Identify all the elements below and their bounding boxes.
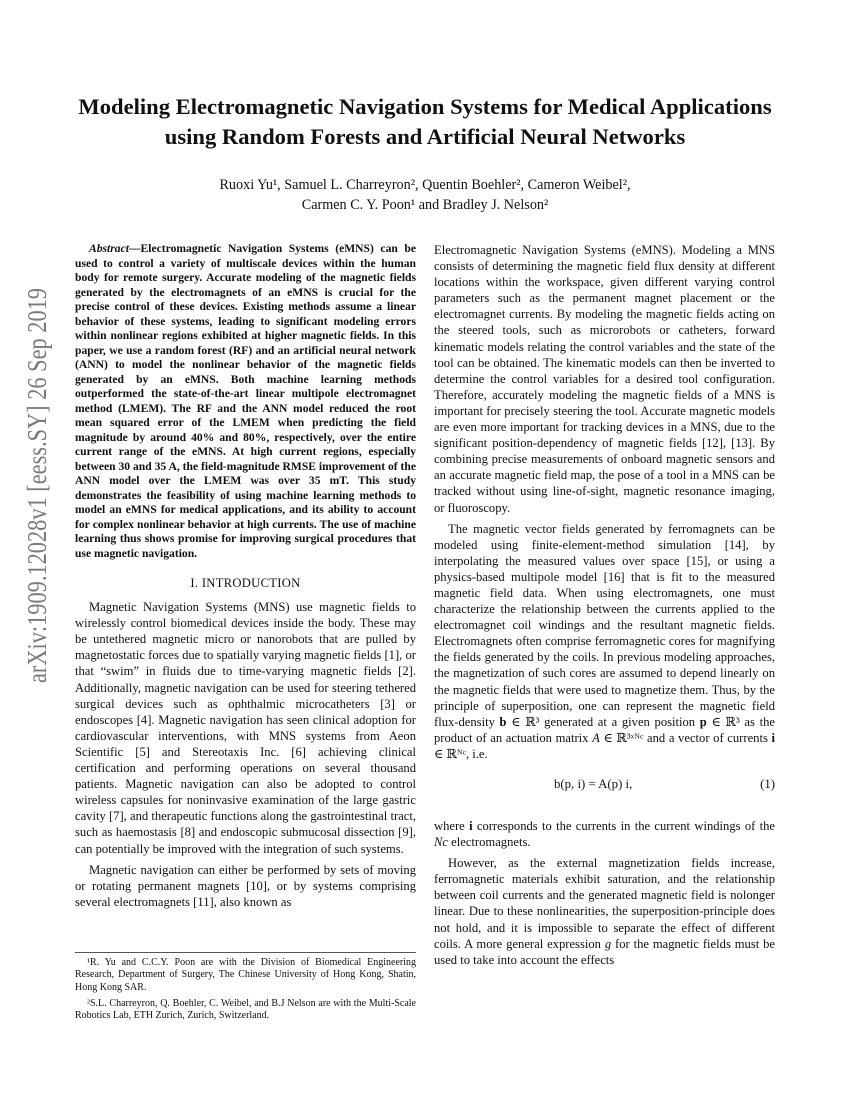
paragraph-text: ∈ ℝᴺᶜ, i.e. [434, 746, 488, 761]
paragraph-text: ∈ ℝ³ as the product of an actuation matrix [434, 714, 775, 745]
author-line-2: Carmen C. Y. Poon¹ and Bradley J. Nelson² [301, 197, 549, 213]
right-column [434, 242, 775, 973]
paragraph-text: where [434, 819, 470, 833]
symbol-A: A [592, 730, 600, 745]
arxiv-identifier: arXiv:1909.12028v1 [eess.SY] 26 Sep 2019 [22, 285, 52, 683]
abstract [75, 242, 416, 561]
paper-title: Modeling Electromagnetic Navigation Systems for Medical Applications using Random Forests and Artificial Neural Networks [78, 94, 772, 149]
paragraph-text: corresponds to the currents in the current windings of the [472, 819, 775, 833]
left-column [75, 242, 416, 915]
paragraph-text: for the magnetic fields must be used to take into account the effects [434, 936, 775, 967]
equation-body: b(p, i) = A(p) i, [554, 777, 633, 791]
footnotes [75, 952, 416, 1022]
paragraph-text: ∈ ℝ³ˣᴺᶜ and a vector of currents [599, 730, 772, 745]
abstract-text: —Electromagnetic Navigation Systems (eMNS) can be used to control a variety of multiscale devices within the human body for remote surgery. Accurate modeling of the magnetic fields generated by the electromagnets of an eMNS is crucial for the precise control of these devices. Existing methods assume a linear behavior of these systems, leading to significant modeling errors within nonlinear regions exhibited at higher magnetic fields. In this paper, we use a random forest (RF) and an artificial neural network (ANN) to model the nonlinear behavior of the magnetic fields generated by an eMNS. Both machine learning methods outperformed the state-of-the-art linear multipole electromagnet method (LMEM). The RF and the ANN model reduced the root mean squared error of the LMEM when predicting the field magnitude by around 40% and 80%, respectively, over the entire current range of the eMNS. At high current regions, especially between 30 and 35 A, the field-magnitude RMSE improvement of the ANN model over the LMEM was over 35 mT. This study demonstrates the feasibility of using machine learning methods to model an eMNS for medical applications, and its ability to account for complex nonlinear behavior at high currents. The use of machine learning thus shows promise for improving surgical procedures that use magnetic navigation. [75, 242, 416, 560]
arxiv-side-stamp [4, 285, 64, 685]
right-paragraph-3 [434, 818, 775, 850]
paragraph-text: electromagnets. [448, 835, 531, 850]
right-paragraph-2 [434, 521, 775, 762]
author-list [60, 175, 790, 215]
paragraph-text: The magnetic vector fields generated by ferromagnets can be modeled using finite-element-method simulation [14], by interpolating the measured values over space [15], or using a physics-based multipole model [16] that is fit to the measured magnetic field data. When using electromagnets, one must characterize the relationship between the currents applied to the electromagnet coil windings and the resultant magnetic fields. Electromagnets often comprise ferromagnetic cores for magnifying the fields generated by the coils. In previous modeling approaches, the magnetization of such cores are assumed to depend linearly on the magnetic fields that were used to magnetize them. Thus, by the principle of superposition, one can represent the magnetic field flux-density [434, 521, 775, 729]
intro-paragraph-1: Magnetic Navigation Systems (MNS) use magnetic fields to wirelessly control biomedical devices inside the body. These may be untethered magnetic micro or nanorobots that are pulled by magnetostatic forces due to spatially varying magnetic fields [1], or that “swim” in fluids due to time-varying magnetic fields [2]. Additionally, magnetic navigation can be used for steering tethered surgical devices such as ophthalmic microcatheters [3] or endoscopes [4]. Magnetic navigation has seen clinical adoption for cardiovascular interventions, with MNS systems from Aeon Scientific [5] and Stereotaxis Inc. [6] achieving clinical certification and performing operations on several thousand patients. Magnetic navigation can also be adopted to control wireless capsules for noninvasive examination of the large gastric cavity [7], and therapeutic functions along the gastrointestinal tract, such as haemostasis [8] and endoscopic submucosal dissection [9], can potentially be improved with the integration of such systems. [75, 600, 416, 856]
symbol-b: b [499, 714, 507, 729]
equation-number: (1) [760, 777, 775, 791]
footnote-affiliation-1: ¹R. Yu and C.C.Y. Poon are with the Division of Biomedical Engineering Research, Department of Surgery, The Chinese University of Hong Kong, Shatin, Hong Kong SAR. [75, 957, 416, 993]
section-heading-introduction: I. INTRODUCTION [190, 576, 301, 590]
paragraph-text: However, as the external magnetization fields increase, ferromagnetic materials exhibit saturation, and the relationship between coil currents and the generated magnetic field is nolonger linear. Due to these nonlinearities, the superposition-principle does not hold, and it is impossible to separate the effect of different coils. A more general expression [434, 856, 775, 951]
footnote-affiliation-2: ²S.L. Charreyron, Q. Boehler, C. Weibel, and B.J Nelson are with the Multi-Scale Robotics Lab, ETH Zurich, Zurich, Switzerland. [75, 997, 416, 1022]
right-paragraph-1: Electromagnetic Navigation Systems (eMNS). Modeling a MNS consists of determining the magnetic field flux density at different locations within the workspace, given different varying control parameters such as the permanent magnet placement or the electromagnet currents. By modeling the magnetic fields acting on the steered tools, such as microrobots or catheters, forward kinematic models relating the control variables and the state of the tool can be obtained. The kinematic models can then be inverted to determine the control variables for a desired tool configuration. Therefore, accurately modeling the magnetic fields of a MNS is important for precisely steering the tool. Accurate magnetic models are even more important for tracking devices in a MNS, due to the significant position-dependency of magnetic fields [12], [13]. By combining precise measurements of onboard magnetic sensors and an accurate magnetic field map, the pose of a tool in a MNS can be tracked without using line-of-sight, magnetic resonance imaging, or fluoroscopy. [434, 243, 775, 515]
symbol-i: i [771, 730, 776, 745]
paragraph-text: ∈ ℝ³ generated at a given position [506, 714, 700, 729]
symbol-i: i [469, 819, 473, 833]
author-line-1: Ruoxi Yu¹, Samuel L. Charreyron², Quentin Boehler², Cameron Weibel², [219, 177, 631, 193]
right-paragraph-4 [434, 855, 775, 968]
equation-1 [434, 776, 775, 798]
symbol-Nc: Nc [434, 835, 448, 850]
symbol-p: p [699, 714, 707, 729]
intro-paragraph-2: Magnetic navigation can either be performed by sets of moving or rotating permanent magnets [10], or by systems comprising several electromagnets [11], also known as [75, 862, 416, 909]
symbol-g: g [604, 936, 612, 951]
abstract-label: Abstract [89, 242, 129, 255]
